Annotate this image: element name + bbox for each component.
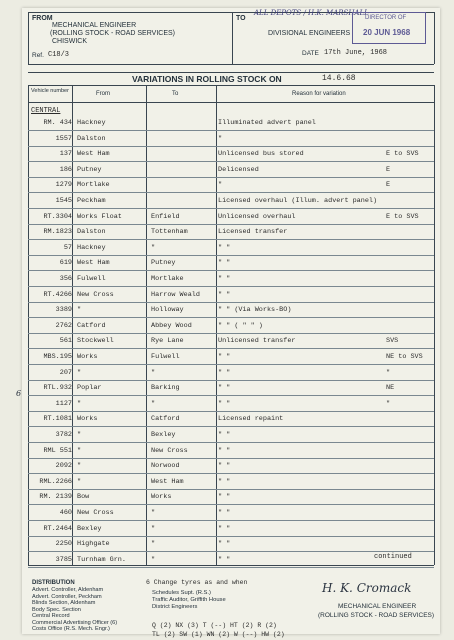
distribution-item: Body Spec. Section [32, 606, 81, 613]
row-rule [28, 286, 434, 287]
from-cell: " [77, 431, 82, 439]
title-date: 14.6.68 [322, 74, 356, 83]
extra-cell: E [386, 165, 391, 174]
reason-cell: " " [218, 493, 231, 502]
vehicle-cell: RT.2464 [43, 524, 72, 533]
to-cell: Norwood [151, 462, 180, 471]
to-cell: " [151, 509, 156, 517]
distribution-item: District Engineers [152, 604, 198, 610]
vehicle-cell: 3785 [55, 555, 72, 564]
extra-cell: E to SVS [386, 212, 419, 221]
row-rule [28, 520, 434, 521]
col-header-vehicle: Vehicle number [31, 88, 69, 94]
reason-cell: " " [218, 399, 231, 408]
to-cell: " [151, 540, 156, 549]
extra-cell: NE [386, 384, 395, 393]
row-rule [28, 270, 434, 271]
reason-cell: " " [218, 368, 231, 377]
vehicle-cell: RML 551 [43, 446, 72, 455]
to-cell: " [151, 555, 156, 564]
vehicle-cell: 1545 [55, 197, 72, 205]
distribution-item: Blinds Section, Aldenham [32, 600, 96, 606]
to-handwritten: ALL DEPOTS / H.K. MARSHALL [254, 9, 369, 17]
row-rule [28, 364, 434, 365]
distribution-item: Traffic Auditor, Griffith House [152, 597, 226, 603]
to-cell: Tottenham [151, 228, 188, 237]
to-cell: New Cross [151, 446, 188, 455]
from-cell: New Cross [77, 509, 114, 517]
distribution-item: Commercial Advertising Officer (6) [32, 619, 118, 626]
row-rule [28, 348, 434, 349]
vehicle-cell: 3782 [55, 431, 72, 439]
reason-cell: " " [218, 353, 231, 361]
row-rule [28, 567, 434, 568]
vehicle-cell: 186 [59, 165, 72, 174]
vehicle-cell: 3389 [55, 306, 72, 315]
from-cell: Putney [77, 165, 102, 174]
from-line-1: MECHANICAL ENGINEER [52, 22, 137, 29]
reason-cell: " " [218, 384, 231, 393]
from-cell: Poplar [77, 384, 102, 393]
reason-cell: " " (Via Works-BO) [218, 306, 292, 315]
distribution-hand-note: 6 Change tyres as and when [146, 579, 248, 586]
to-cell: Barking [151, 384, 180, 393]
from-cell: Works Float [77, 212, 122, 221]
from-cell: Highgate [77, 540, 110, 549]
vehicle-cell: RML.2266 [39, 477, 72, 486]
ref-value: C18/3 [48, 51, 70, 59]
extra-cell: NE to SVS [386, 353, 423, 361]
reason-cell: " " [218, 462, 231, 471]
date-label: DATE [302, 50, 319, 57]
to-cell: West Ham [151, 477, 184, 486]
distribution-item: Central Record [32, 613, 70, 619]
row-rule [28, 333, 434, 334]
from-cell: " [77, 446, 82, 455]
to-cell: " [151, 524, 156, 533]
from-cell: Works [77, 415, 98, 424]
row-rule [28, 130, 434, 131]
reason-cell: " " [218, 275, 231, 283]
from-cell: " [77, 477, 82, 486]
vehicle-cell: 2762 [55, 321, 72, 330]
row-rule [28, 411, 434, 412]
extra-cell: " [386, 368, 391, 377]
from-cell: Bow [77, 493, 90, 502]
reason-cell: " " ( " " ) [218, 321, 263, 330]
from-cell: Bexley [77, 524, 102, 533]
row-rule [28, 504, 434, 505]
reason-cell: " " [218, 290, 231, 299]
signature: H. K. Cromack [322, 581, 412, 595]
vehicle-cell: 356 [59, 275, 72, 283]
distribution-codes-1: Q (2) NX (3) T (--) HT (2) R (2) [152, 622, 277, 629]
row-rule [28, 224, 434, 225]
section-label: CENTRAL [31, 107, 61, 115]
from-cell: New Cross [77, 290, 114, 299]
vehicle-cell: RM. 434 [43, 119, 72, 127]
reason-cell: " " [218, 259, 231, 268]
row-rule [28, 426, 434, 427]
to-cell: " [151, 399, 156, 408]
vehicle-cell: RT.1081 [43, 415, 72, 424]
to-cell: Holloway [151, 306, 184, 315]
row-rule [28, 192, 434, 193]
vehicle-cell: 1557 [55, 134, 72, 143]
vehicle-cell: 1127 [55, 399, 72, 408]
from-cell: Dalston [77, 228, 106, 237]
signature-title-2: (ROLLING STOCK - ROAD SERVICES) [318, 612, 435, 619]
document-sheet [16, 8, 440, 638]
reason-cell: " [218, 181, 223, 190]
stamp-top-text: DIRECTOR OF [365, 15, 407, 21]
to-cell: Putney [151, 259, 176, 268]
from-cell: West Ham [77, 259, 110, 268]
vehicle-cell: 57 [63, 243, 72, 252]
from-cell: " [77, 306, 82, 315]
to-label: TO [236, 15, 246, 22]
distribution-item: Advert. Controller, Aldenham [32, 587, 104, 593]
extra-cell: " [386, 399, 391, 408]
vehicle-cell: 561 [59, 337, 72, 346]
reason-cell: " [218, 134, 223, 143]
signature-title-1: MECHANICAL ENGINEER [338, 603, 417, 610]
reason-cell: Delicensed [218, 165, 259, 174]
to-value: DIVISIONAL ENGINEERS [268, 30, 351, 37]
row-rule [28, 536, 434, 537]
to-cell: Bexley [151, 431, 176, 439]
row-rule [28, 380, 434, 381]
distribution-item: Advert. Controller, Peckham [32, 593, 102, 600]
row-rule [28, 473, 434, 474]
from-label: FROM [32, 15, 53, 22]
page-title: VARIATIONS IN ROLLING STOCK ON [132, 74, 282, 84]
to-cell: Works [151, 493, 172, 502]
from-cell: Hackney [77, 243, 106, 252]
to-cell: Catford [151, 415, 180, 424]
reason-cell: " " [218, 243, 231, 252]
row-rule [28, 239, 434, 240]
row-rule [28, 302, 434, 303]
from-cell: " [77, 368, 82, 377]
ref-label: Ref. [32, 52, 44, 59]
from-cell: Mortlake [77, 181, 110, 190]
vehicle-cell: RM. 2139 [39, 493, 72, 502]
reason-cell: Licensed overhaul (Illum. advert panel) [218, 197, 378, 205]
reason-cell: " " [218, 555, 231, 564]
extra-cell: E [386, 181, 391, 190]
vehicle-cell: MBS.195 [43, 353, 72, 361]
reason-cell: " " [218, 540, 231, 549]
row-rule [28, 442, 434, 443]
from-cell: West Ham [77, 150, 110, 159]
vehicle-cell: 137 [59, 150, 72, 159]
distribution-item: Schedules Supt. (R.S.) [152, 590, 211, 596]
row-rule [28, 395, 434, 396]
to-cell: Fulwell [151, 353, 180, 361]
to-cell: " [151, 243, 156, 252]
reason-cell: Illuminated advert panel [218, 119, 316, 127]
distribution-codes-2: TL (2) SW (1) WN (2) W (--) HW (2) [152, 631, 285, 638]
distribution-label: DISTRIBUTION [32, 580, 75, 586]
row-rule [28, 317, 434, 318]
to-cell: Harrow Weald [151, 290, 200, 299]
row-rule [28, 489, 434, 490]
margin-note: 6 [16, 389, 22, 398]
vehicle-cell: 460 [59, 509, 72, 517]
from-cell: " [77, 399, 82, 408]
from-cell: Hackney [77, 119, 106, 127]
from-line-2: (ROLLING STOCK - ROAD SERVICES) [50, 30, 175, 37]
reason-cell: Licensed repaint [218, 415, 284, 424]
reason-cell: Unlicensed overhaul [218, 212, 296, 221]
received-stamp [352, 12, 426, 44]
vehicle-cell: RT.4266 [43, 290, 72, 299]
vehicle-cell: RM.1823 [43, 228, 72, 237]
row-rule [28, 146, 434, 147]
from-cell: Peckham [77, 197, 106, 205]
col-header-to: To [172, 91, 179, 97]
extra-cell: SVS [386, 337, 399, 346]
vehicle-cell: 2092 [55, 462, 72, 471]
col-header-reason: Reason for variation [292, 91, 346, 97]
vehicle-cell: RT.3304 [43, 212, 72, 221]
from-cell: Fulwell [77, 275, 106, 283]
from-cell: Stockwell [77, 337, 114, 346]
distribution-item: Costs Office (R.S. Mech. Engr.) [32, 626, 110, 632]
row-rule [28, 208, 434, 209]
to-cell: " [151, 368, 156, 377]
reason-cell: Unlicensed transfer [218, 337, 296, 346]
from-cell: Works [77, 353, 98, 361]
reason-cell: Licensed transfer [218, 228, 288, 237]
reason-cell: " " [218, 431, 231, 439]
to-cell: Mortlake [151, 275, 184, 283]
from-cell: Turnham Grn. [77, 555, 126, 564]
vehicle-cell: 619 [59, 259, 72, 268]
reason-cell: Unlicensed bus stored [218, 150, 304, 159]
row-rule [28, 255, 434, 256]
to-cell: Enfield [151, 212, 180, 221]
date-value: 17th June, 1968 [324, 49, 388, 57]
reason-cell: " " [218, 509, 231, 517]
extra-cell: E to SVS [386, 150, 419, 159]
continued-label: continued [374, 553, 412, 561]
to-cell: Rye Lane [151, 337, 184, 346]
from-cell: Catford [77, 321, 106, 330]
to-cell: Abbey Wood [151, 321, 192, 330]
vehicle-cell: 1279 [55, 181, 72, 190]
reason-cell: " " [218, 477, 231, 486]
row-rule [28, 161, 434, 162]
col-header-from: From [96, 91, 110, 97]
reason-cell: " " [218, 524, 231, 533]
row-rule [28, 177, 434, 178]
vehicle-cell: 207 [59, 368, 72, 377]
vehicle-cell: 2250 [55, 540, 72, 549]
from-cell: Dalston [77, 134, 106, 143]
from-line-3: CHISWICK [52, 38, 87, 45]
row-rule [28, 458, 434, 459]
reason-cell: " " [218, 446, 231, 455]
from-cell: " [77, 462, 82, 471]
stamp-date: 20 JUN 1968 [363, 28, 411, 37]
vehicle-cell: RTL.932 [43, 384, 72, 393]
